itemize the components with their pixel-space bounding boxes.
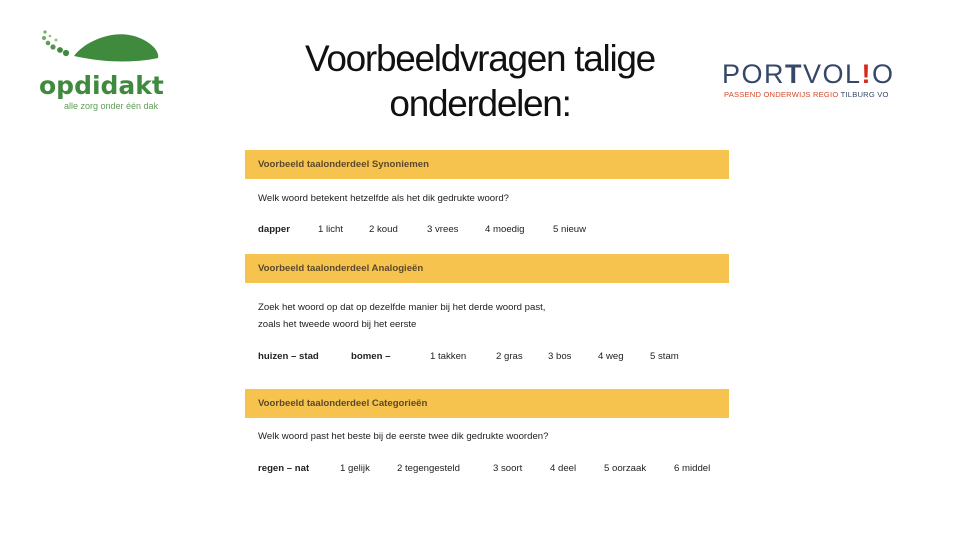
portvolio-logo [722, 59, 912, 103]
answer-option: 5 oorzaak [604, 463, 647, 474]
answer-option: 6 middel [674, 463, 711, 474]
answer-option: 1 licht [318, 224, 344, 235]
opdidakt-logo [36, 26, 166, 112]
portvolio-wordmark [722, 59, 912, 89]
answer-option: 4 moedig [485, 224, 525, 235]
example-questions-panel [245, 150, 729, 488]
section-heading: Voorbeeld taalonderdeel Analogieën [258, 263, 424, 274]
portvolio-subtitle-main: PASSEND ONDERWIJS REGIO [724, 90, 841, 99]
section-header-categorieen [245, 389, 729, 418]
portvolio-subtitle [724, 90, 889, 99]
section-question: Zoek het woord op dat op dezelfde manier bij het derde woord past, [258, 302, 546, 313]
answer-option: 2 tegengesteld [397, 463, 460, 474]
opdidakt-tagline: alle zorg onder één dak [64, 101, 159, 111]
section-heading: Voorbeeld taalonderdeel Synoniemen [258, 159, 429, 170]
answer-option: 3 vrees [427, 224, 459, 235]
section-heading: Voorbeeld taalonderdeel Categorieën [258, 398, 428, 409]
answer-option: 5 stam [650, 351, 679, 362]
section-prompt-2: bomen – [351, 351, 391, 362]
answer-option: 4 weg [598, 351, 624, 362]
title-line-1: Voorbeeldvragen talige [305, 38, 655, 79]
opdidakt-leaf-icon [36, 26, 166, 76]
answer-option: 3 soort [493, 463, 523, 474]
title-line-2: onderdelen: [389, 83, 571, 124]
portvolio-exclamation: ! [861, 59, 873, 89]
portvolio-part-3: VOL [803, 59, 862, 89]
section-question-line-2: zoals het tweede woord bij het eerste [258, 319, 417, 330]
opdidakt-wordmark: opdidakt [39, 71, 164, 100]
portvolio-part-5: O [872, 59, 895, 89]
page-title [262, 36, 698, 126]
answer-option: 1 gelijk [340, 463, 370, 474]
answer-option: 5 nieuw [553, 224, 587, 235]
section-prompt: regen – nat [258, 463, 310, 474]
answer-option: 2 gras [496, 351, 523, 362]
answer-option: 3 bos [548, 351, 572, 362]
section-question: Welk woord betekent hetzelfde als het dik gedrukte woord? [258, 193, 510, 204]
portvolio-part-2: T [785, 59, 804, 89]
section-header-synoniemen [245, 150, 729, 179]
section-header-analogieen [245, 254, 729, 283]
portvolio-subtitle-accent: TILBURG VO [840, 90, 889, 99]
answer-option: 1 takken [430, 351, 467, 362]
answer-option: 2 koud [369, 224, 398, 235]
section-question: Welk woord past het beste bij de eerste twee dik gedrukte woorden? [258, 431, 549, 442]
portvolio-part-1: POR [722, 59, 786, 89]
section-prompt: dapper [258, 224, 290, 235]
answer-option: 4 deel [550, 463, 577, 474]
section-prompt: huizen – stad [258, 351, 319, 362]
